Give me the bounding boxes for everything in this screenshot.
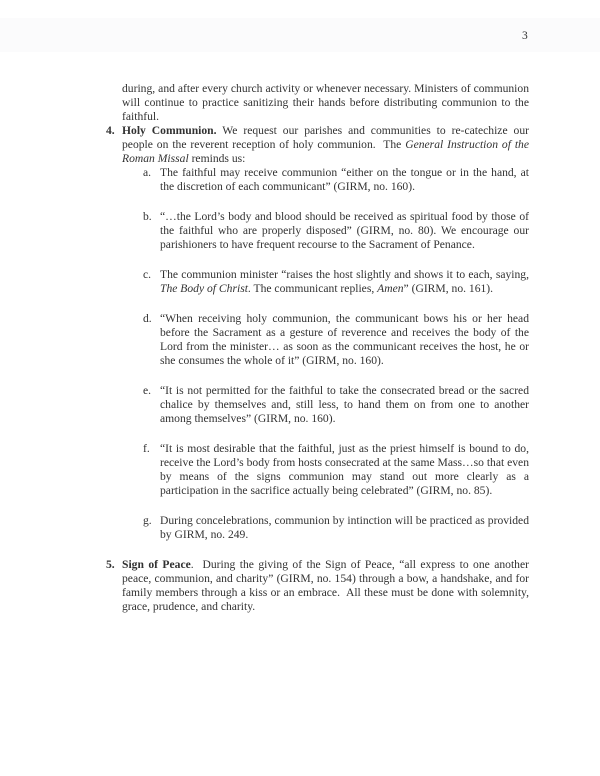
item-c-run: ” (GIRM, no. 161). bbox=[403, 282, 494, 295]
item-c-letter: c. bbox=[143, 268, 152, 281]
item-4-body-run: reminds us: bbox=[188, 152, 246, 165]
item-b-text: “…the Lord’s body and blood should be received as spiritual food by those of the faithful who are properly disposed” (GIRM, no. 80). We encourage our parishioners to have frequent recourse to the Sacrament of Penance. bbox=[160, 210, 529, 251]
scan-artifact-band bbox=[0, 18, 600, 52]
document-body bbox=[106, 82, 529, 614]
item-c-run: The communion minister “raises the host slightly and shows it to each, saying, bbox=[160, 268, 529, 281]
item-g-text: During concelebrations, communion by intinction will be practiced as provided by GIRM, no. 249. bbox=[160, 514, 529, 541]
list-item-4 bbox=[106, 124, 529, 542]
item-5-heading: Sign of Peace bbox=[122, 558, 191, 571]
list-item-5 bbox=[106, 558, 529, 614]
item-5-number: 5. bbox=[106, 558, 115, 571]
item-a-text: The faithful may receive communion “either on the tongue or in the hand, at the discretion of each communicant” (GIRM, no. 160). bbox=[160, 166, 529, 193]
item-e-letter: e. bbox=[143, 384, 152, 397]
item-4-heading: Holy Communion. bbox=[122, 124, 217, 137]
page-number: 3 bbox=[522, 30, 528, 42]
list-item-e bbox=[122, 384, 529, 426]
item-4-sublist bbox=[122, 166, 529, 542]
item-4-text bbox=[122, 124, 529, 166]
item-4-number: 4. bbox=[106, 124, 115, 137]
item-4-body-run: We request our parishes and communities to re-catechize our people on the reverent reception of holy communion. The bbox=[122, 124, 529, 151]
item-d-letter: d. bbox=[143, 312, 152, 325]
item-5-body-run: . During the giving of the Sign of Peace, “all express to one another peace, communion, and charity” (GIRM, no. 154) through a bow, a handshake, and for family members through a kiss or an embrace. All these must be done with solemnity, grace, prudence, and charity. bbox=[122, 558, 529, 613]
item-g-letter: g. bbox=[143, 514, 152, 527]
item-b-letter: b. bbox=[143, 210, 152, 223]
list-item-d bbox=[122, 312, 529, 368]
list-item-f bbox=[122, 442, 529, 498]
item-f-text: “It is most desirable that the faithful, just as the priest himself is bound to do, receive the Lord’s body from hosts consecrated at the same Mass…so that even by means of the signs communion may stand out more clearly as a participation in the sacrifice actually being celebrated” (GIRM, no. 85). bbox=[160, 442, 529, 497]
list-item-b bbox=[122, 210, 529, 252]
item-c-run: . The communicant replies, bbox=[247, 282, 378, 295]
item-4-italic-title: General Instruction of the Roman Missal bbox=[122, 138, 529, 165]
list-item-c bbox=[122, 268, 529, 296]
intro-paragraph: during, and after every church activity or whenever necessary. Ministers of communion will continue to practice sanitizing their hands before distributing communion to the faithful. bbox=[122, 82, 529, 123]
item-d-text: “When receiving holy communion, the communicant bows his or her head before the Sacrament as a gesture of reverence and receives the body of the Lord from the minister… as soon as the communicant receives the host, he or she consumes the whole of it” (GIRM, no. 160). bbox=[160, 312, 529, 367]
item-c-italic-amen: Amen bbox=[377, 282, 404, 295]
item-e-text: “It is not permitted for the faithful to take the consecrated bread or the sacred chalice by themselves and, still less, to hand them on from one to another among themselves” (GIRM, no. 160). bbox=[160, 384, 529, 425]
list-item-g bbox=[122, 514, 529, 542]
item-c-text bbox=[160, 268, 529, 296]
item-a-letter: a. bbox=[143, 166, 152, 179]
item-5-text bbox=[122, 558, 529, 614]
list-item-a bbox=[122, 166, 529, 194]
item-c-italic-phrase: The Body of Christ bbox=[160, 282, 248, 295]
item-f-letter: f. bbox=[143, 442, 150, 455]
